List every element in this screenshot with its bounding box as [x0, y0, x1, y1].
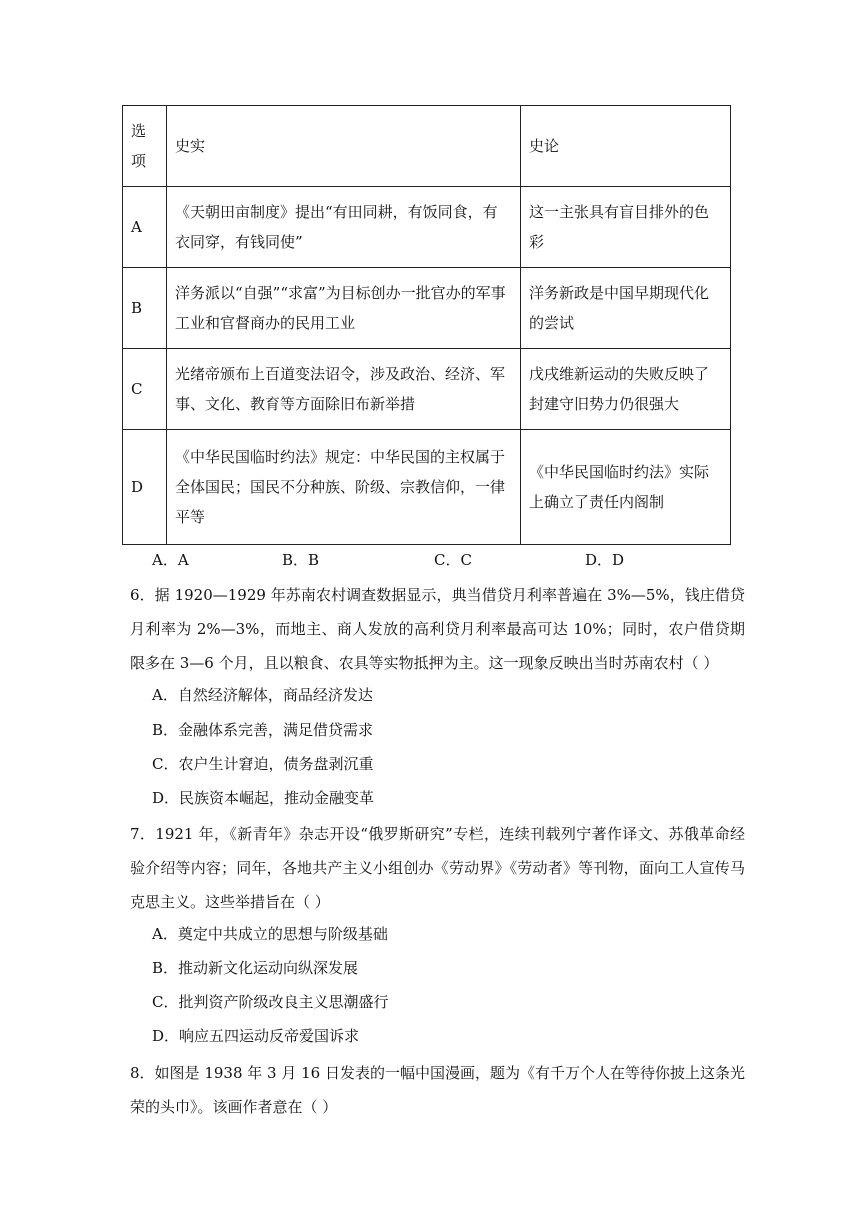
row-view: 洋务新政是中国早期现代化的尝试 [521, 268, 731, 349]
question-6-option-c[interactable]: C．农户生计窘迫，债务盘剥沉重 [152, 755, 374, 773]
question-6-option-a[interactable]: A．自然经济解体，商品经济发达 [152, 686, 373, 704]
choice-b[interactable]: B．B [282, 551, 320, 569]
table-row [123, 187, 731, 268]
row-label: B [123, 268, 167, 349]
question-7-option-c[interactable]: C．批判资产阶级改良主义思潮盛行 [152, 993, 389, 1011]
row-fact: 《中华民国临时约法》规定：中华民国的主权属于全体国民；国民不分种族、阶级、宗教信仰，一律平等 [167, 430, 521, 545]
question-5-choices [152, 549, 752, 571]
header-option: 选项 [123, 106, 167, 187]
table-row [123, 268, 731, 349]
table-header-row [123, 106, 731, 187]
choice-a[interactable]: A．A [152, 551, 189, 569]
row-fact: 《天朝田亩制度》提出“有田同耕，有饭同食，有衣同穿，有钱同使” [167, 187, 521, 268]
row-view: 《中华民国临时约法》实际上确立了责任内阁制 [521, 430, 731, 545]
question-8-stem: 8．如图是 1938 年 3 月 16 日发表的一幅中国漫画，题为《有千万个人在等待你披上这条光荣的头巾》。该画作者意在（ ） [130, 1064, 745, 1116]
choice-c[interactable]: C．C [434, 551, 472, 569]
row-fact: 洋务派以“自强”“求富”为目标创办一批官办的军事工业和官督商办的民用工业 [167, 268, 521, 349]
header-fact: 史实 [167, 106, 521, 187]
question-6-stem: 6．据 1920—1929 年苏南农村调查数据显示，典当借贷月利率普遍在 3%—5%，钱庄借贷月利率为 2%—3%，而地主、商人发放的高利贷月利率最高可达 10%；同时，农户借贷期限多在 3—6 个月，且以粮食、农具等实物抵押为主。这一现象反映出当时苏南农村（ ） [130, 586, 745, 672]
choice-d[interactable]: D．D [585, 551, 625, 569]
table-row [123, 430, 731, 545]
question-6-option-b[interactable]: B．金融体系完善，满足借贷需求 [152, 721, 374, 739]
row-fact: 光绪帝颁布上百道变法诏令，涉及政治、经济、军事、文化、教育等方面除旧布新举措 [167, 349, 521, 430]
question-7-option-b[interactable]: B．推动新文化运动向纵深发展 [152, 959, 359, 977]
header-view: 史论 [521, 106, 731, 187]
row-label: C [123, 349, 167, 430]
question-6-option-d[interactable]: D．民族资本崛起，推动金融变革 [152, 789, 375, 807]
question-7-option-d[interactable]: D．响应五四运动反帝爱国诉求 [152, 1027, 360, 1045]
question-7-option-a[interactable]: A．奠定中共成立的思想与阶级基础 [152, 925, 388, 943]
row-label: A [123, 187, 167, 268]
row-view: 戊戌维新运动的失败反映了封建守旧势力仍很强大 [521, 349, 731, 430]
table-row [123, 349, 731, 430]
question-5-table [122, 105, 731, 545]
question-7-stem: 7．1921 年，《新青年》杂志开设“俄罗斯研究”专栏，连续刊载列宁著作译文、苏俄革命经验介绍等内容；同年，各地共产主义小组创办《劳动界》《劳动者》等刊物，面向工人宣传马克思主义。这些举措旨在（ ） [130, 825, 745, 911]
row-label: D [123, 430, 167, 545]
row-view: 这一主张具有盲目排外的色彩 [521, 187, 731, 268]
